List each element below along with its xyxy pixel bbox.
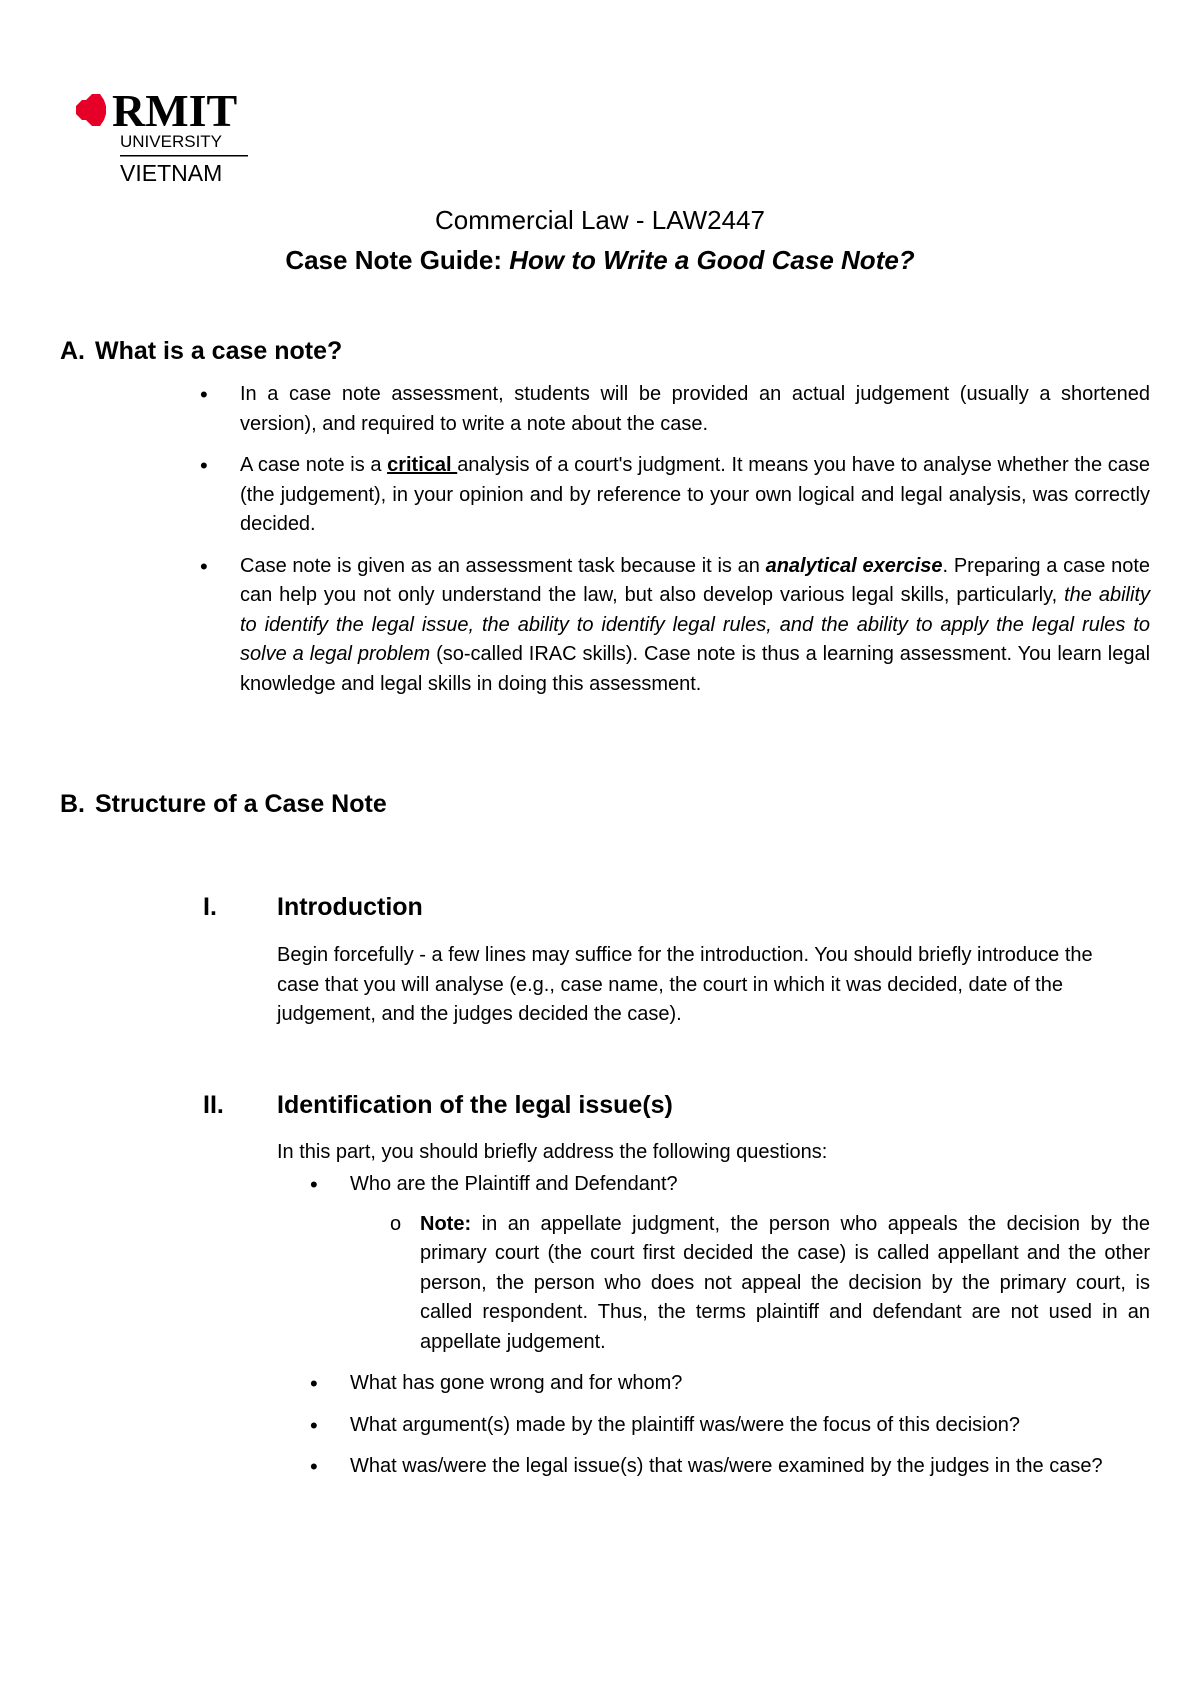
bullet-text: . Preparing a case note can help you not only understand the law, but also develop various legal skills, particularly, bbox=[240, 554, 1150, 606]
section-b-heading bbox=[60, 790, 387, 819]
logo-brand: RMIT bbox=[112, 85, 238, 136]
logo-divider bbox=[120, 155, 248, 157]
rmit-pixel-mark bbox=[76, 94, 106, 126]
bullet-text: analysis of a court's judgment. It means you have to analyse whether the case (the judgement), in your opinion and by reference to your own logical and legal analysis, was correctly decided. bbox=[240, 454, 1150, 535]
part-1-number: I. bbox=[203, 893, 217, 921]
note-sublist bbox=[350, 1210, 1150, 1358]
bullet-text: In a case note assessment, students will be provided an actual judgement (usually a shortened version), and required to write a note about the case. bbox=[240, 383, 1150, 435]
course-title: Commercial Law - LAW2447 bbox=[435, 205, 765, 235]
part-2-intro: In this part, you should briefly address the following questions: bbox=[277, 1141, 828, 1163]
question-text: Who are the Plaintiff and Defendant? bbox=[350, 1173, 678, 1195]
section-a-title: What is a case note? bbox=[95, 337, 343, 365]
title-block bbox=[0, 200, 1200, 280]
question-text: What was/were the legal issue(s) that was/were examined by the judges in the case? bbox=[350, 1455, 1103, 1477]
guide-prefix: Case Note Guide: bbox=[285, 245, 510, 275]
bullet-text: Case note is given as an assessment task because it is an bbox=[240, 554, 766, 577]
note-label: Note: bbox=[420, 1212, 472, 1235]
question-text: What argument(s) made by the plaintiff was/were the focus of this decision? bbox=[350, 1413, 1020, 1436]
bullet-text: A case note is a bbox=[240, 454, 388, 476]
guide-title bbox=[0, 240, 1200, 280]
italic-skills: the ability to identify the legal issue, the ability to identify legal rules, and the ability to apply the legal rules to solve a legal problem bbox=[240, 584, 1150, 665]
part-2-title: Identification of the legal issue(s) bbox=[277, 1091, 673, 1119]
list-item bbox=[200, 552, 1150, 700]
list-item bbox=[310, 1170, 1150, 1357]
list-item bbox=[310, 1411, 1150, 1441]
emphasis-analytical: analytical exercise bbox=[765, 554, 943, 577]
note-item bbox=[350, 1210, 1150, 1358]
part-1-heading bbox=[203, 893, 423, 922]
note-text: in an appellate judgment, the person who appeals the decision by the primary court (the court first decided the case) is called appellant and the other person, the person who does not appeal the decision by the primary court, is called respondent. Thus, the terms plaintiff and defendant are not used in an appellate judgement. bbox=[420, 1212, 1150, 1353]
bullet-text: (so-called IRAC skills). Case note is thus a learning assessment. You learn legal knowledge and legal skills in doing this assessment. bbox=[240, 643, 1151, 695]
emphasis-critical: critical bbox=[387, 454, 458, 476]
rmit-logo bbox=[72, 84, 252, 194]
part-1-text: Begin forcefully - a few lines may suffice for the introduction. You should briefly introduce the case that you will analyse (e.g., case name, the court in which it was decided, date of the judgement, and the judges decided the case). bbox=[277, 944, 1093, 1025]
section-a-heading bbox=[60, 337, 342, 366]
section-a-letter: A. bbox=[60, 337, 85, 365]
list-item bbox=[200, 451, 1150, 540]
part-2-number: II. bbox=[203, 1091, 224, 1119]
section-b-title: Structure of a Case Note bbox=[95, 790, 387, 818]
guide-name: How to Write a Good Case Note? bbox=[509, 245, 915, 275]
logo-vietnam: VIETNAM bbox=[120, 160, 223, 186]
part-2-questions bbox=[310, 1170, 1150, 1494]
list-item bbox=[200, 380, 1150, 439]
part-1-title: Introduction bbox=[277, 893, 423, 921]
logo-university: UNIVERSITY bbox=[120, 132, 223, 151]
section-b-letter: B. bbox=[60, 790, 85, 818]
list-item bbox=[310, 1452, 1150, 1482]
part-2-heading bbox=[203, 1091, 673, 1120]
section-a-list bbox=[200, 380, 1150, 711]
question-text: What has gone wrong and for whom? bbox=[350, 1372, 683, 1394]
list-item bbox=[310, 1369, 1150, 1399]
